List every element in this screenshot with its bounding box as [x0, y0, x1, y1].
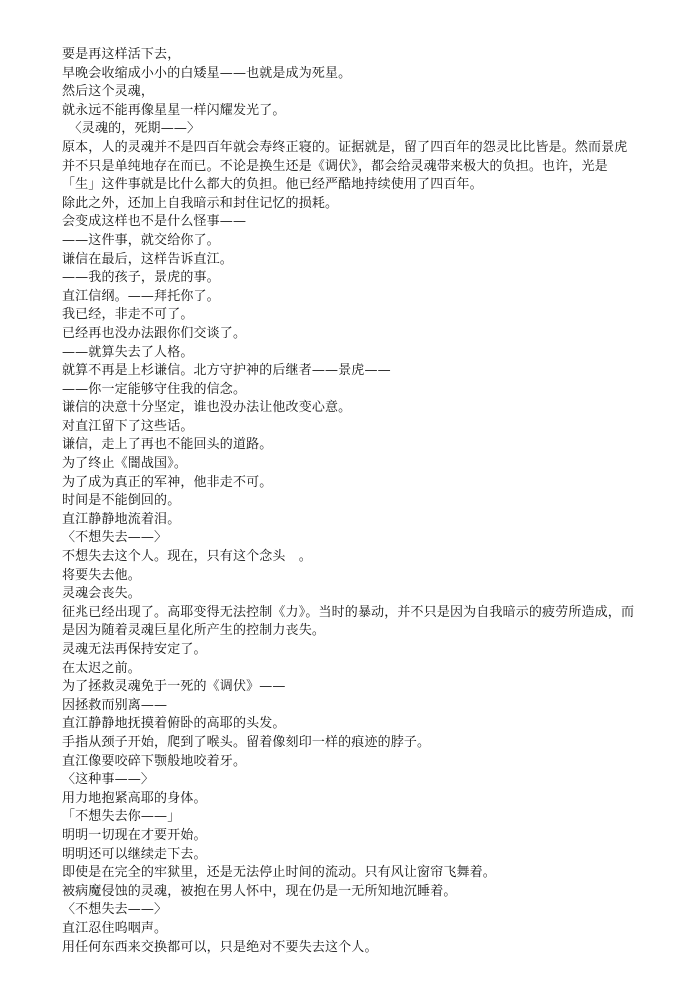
text-line: 明明还可以继续走下去。	[62, 846, 207, 862]
text-line: 直江静静地抚摸着俯卧的高耶的头发。	[62, 716, 286, 732]
text-line: 为了终止《闇战国》。	[62, 456, 188, 472]
text-line: 会变成这样也不是什么怪事——	[62, 214, 247, 230]
text-line: 时间是不能倒回的。	[62, 493, 181, 509]
text-line: 「不想失去你——」	[62, 809, 181, 825]
text-line: 灵魂无法再保持安定了。	[62, 642, 207, 657]
text-line: 手指从颈子开始，爬到了喉头。留着像刻印一样的痕迹的脖子。	[62, 734, 431, 750]
text-line: 原本，人的灵魂并不是四百年就会寿终正寝的。证据就是，留了四百年的怨灵比比皆是。然而景虎并不只是单纯地存在而已。不论是换生还是《调伏》，都会给灵魂带来极大的负担。也许，光是「生」这件事就是比什么都大的负担。他已经严酷地持续使用了四百年。	[62, 139, 628, 193]
text-line: 为了成为真正的军神，他非走不可。	[62, 474, 273, 490]
text-line: ——我的孩子，景虎的事。	[62, 270, 220, 286]
text-line: 谦信在最后，这样告诉直江。	[62, 251, 233, 267]
text-line: 因拯救而别离——	[62, 697, 168, 713]
text-line: 不想失去这个人。现在，只有这个念头 。	[62, 549, 312, 565]
text-line: 被病魔侵蚀的灵魂，被抱在男人怀中，现在仍是一无所知地沉睡着。	[62, 883, 457, 899]
text-line: 就算不再是上杉谦信。北方守护神的后继者——景虎——	[62, 363, 391, 379]
text-line: 〈不想失去——〉	[62, 530, 168, 546]
text-line: 〈这种事——〉	[62, 772, 155, 788]
text-line: 我已经，非走不可了。	[62, 307, 194, 323]
text-line: 为了拯救灵魂免于一死的《调伏》——	[62, 679, 286, 695]
text-line: 明明一切现在才要开始。	[62, 827, 207, 843]
text-line: 〈灵魂的，死期——〉	[62, 121, 201, 137]
text-line: 除此之外，还加上自我暗示和封住记忆的损耗。	[62, 195, 339, 211]
text-line: 在太迟之前。	[62, 660, 141, 676]
text-line: 直江像要咬碎下颚般地咬着牙。	[62, 753, 247, 769]
text-line: 用任何东西来交换都可以，只是绝对不要失去这个人。	[62, 939, 378, 955]
text-line: 直江忍住呜咽声。	[62, 920, 168, 936]
text-line: 〈不想失去——〉	[62, 902, 168, 918]
text-line: 直江信纲。——拜托你了。	[62, 288, 220, 304]
text-line: 用力地抱紧高耶的身体。	[62, 790, 207, 806]
text-line: ——你一定能够守住我的信念。	[62, 381, 247, 397]
text-line: 直江静静地流着泪。	[62, 511, 181, 527]
text-line: 就永远不能再像星星一样闪耀发光了。	[62, 102, 286, 118]
text-line: 早晚会收缩成小小的白矮星——也就是成为死星。	[62, 65, 352, 81]
text-line: 谦信的决意十分坚定，谁也没办法让他改变心意。	[62, 400, 352, 416]
text-line: 要是再这样活下去，	[62, 47, 181, 62]
text-line: 即使是在完全的牢狱里，还是无法停止时间的流动。只有风让窗帘飞舞着。	[62, 865, 496, 881]
text-line: 谦信，走上了再也不能回头的道路。	[62, 437, 273, 453]
text-line: 将要失去他。	[62, 567, 141, 583]
text-line: ——这件事，就交给你了。	[62, 232, 220, 248]
text-line: ——就算失去了人格。	[62, 344, 194, 360]
text-line: 征兆已经出现了。高耶变得无法控制《力》。当时的暴动，并不只是因为自我暗示的疲劳所造成，而是因为随着灵魂巨星化所产生的控制力丧失。	[62, 604, 635, 639]
text-line: 然后这个灵魂，	[62, 84, 155, 100]
body-text	[62, 46, 637, 957]
text-line: 已经再也没办法跟你们交谈了。	[62, 325, 247, 341]
text-line: 灵魂会丧失。	[62, 586, 141, 602]
text-line: 对直江留下了这些话。	[62, 418, 194, 434]
